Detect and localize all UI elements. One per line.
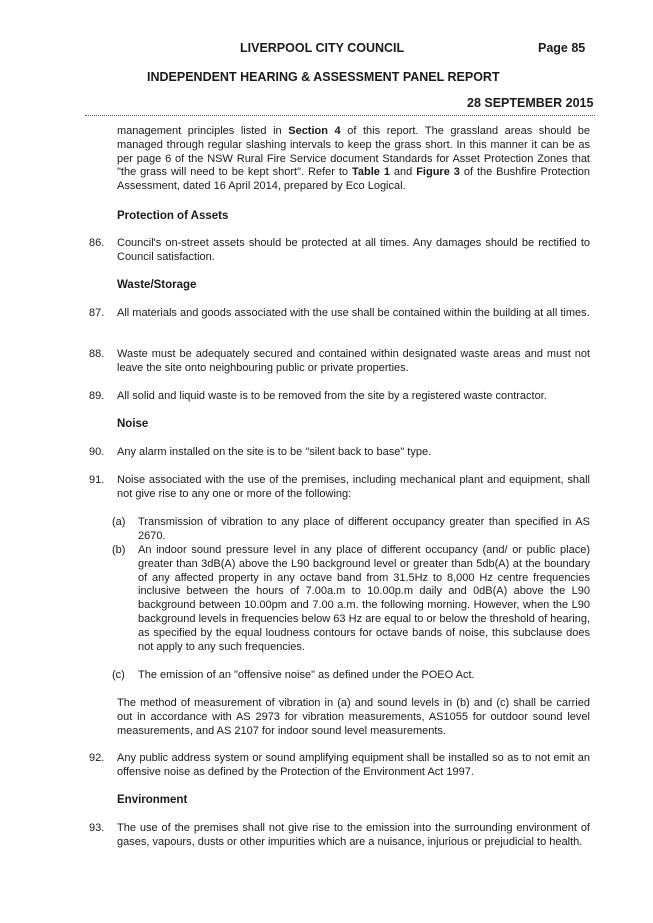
condition-number: 88. (89, 348, 105, 360)
condition-86: Council's on-street assets should be protected at all times. Any damages should be rectified to Council satisfaction. (117, 237, 590, 263)
condition-number: 86. (89, 237, 105, 249)
condition-number: 89. (89, 390, 105, 402)
condition-92: Any public address system or sound amplifying equipment shall be installed so as to not emit an offensive noise as defined by the Protection of the Environment Act 1997. (117, 752, 590, 778)
intro-paragraph (117, 125, 590, 194)
condition-91a: Transmission of vibration to any place of different occupancy greater than specified in AS 2670. (138, 516, 590, 542)
condition-91b: An indoor sound pressure level in any place of different occupancy (and/ or public place) greater than 3dB(A) above the L90 background level or greater than 5db(A) at the boundary of any affected property in any octave band from 31.5Hz to 8,000 Hz centre frequencies inclusive between the hours of 7.00a.m to 10.00p.m daily and 0dB(A) above the L90 background between 10.00pm and 7.00 a.m. the following morning. However, when the L90 background levels in frequencies below 63 Hz are equal to or below the threshold of hearing, as specified by the equal loudness contours for octave bands of noise, this subclause does not apply to any such frequencies. (138, 544, 590, 653)
condition-number: 93. (89, 822, 105, 834)
header-divider (85, 115, 595, 116)
council-name: LIVERPOOL CITY COUNCIL (240, 41, 405, 55)
report-date: 28 SEPTEMBER 2015 (467, 96, 594, 110)
condition-87: All materials and goods associated with the use shall be contained within the building at all times. (117, 307, 590, 319)
condition-90: Any alarm installed on the site is to be "silent back to base" type. (117, 446, 432, 458)
heading-environment: Environment (117, 794, 188, 806)
condition-number: 92. (89, 752, 105, 764)
intro-text: of this report. The grassland areas should be managed through regular slashing intervals to keep the grass short. In this manner it can be as per page 6 of the NSW Rural Fire Service document Standards for Asset Protection Zones that "the grass will need to be kept short". Refer to (117, 125, 591, 179)
subclause-letter: (b) (112, 544, 126, 556)
condition-number: 91. (89, 474, 105, 486)
condition-89: All solid and liquid waste is to be removed from the site by a registered waste contractor. (117, 390, 547, 402)
measurement-method-paragraph: The method of measurement of vibration in (a) and sound levels in (b) and (c) shall be carried out in accordance with AS 2973 for vibration measurements, AS1055 for outdoor sound level measurements, and AS 2107 for indoor sound level measurements. (117, 697, 590, 737)
intro-text: of the Bushfire Protection Assessment, dated 16 April 2014, prepared by Eco Logical. (117, 166, 591, 193)
condition-91c: The emission of an "offensive noise" as defined under the POEO Act. (138, 669, 475, 681)
heading-protection-of-assets: Protection of Assets (117, 210, 229, 222)
intro-bold-figure: Figure 3 (416, 166, 460, 179)
condition-88: Waste must be adequately secured and contained within designated waste areas and must not leave the site onto neighbouring public or private properties. (117, 348, 590, 374)
condition-number: 87. (89, 307, 105, 319)
page-number: Page 85 (538, 41, 586, 55)
intro-bold-table: Table 1 (351, 166, 390, 179)
condition-93: The use of the premises shall not give rise to the emission into the surrounding environment of gases, vapours, dusts or other impurities which are a nuisance, injurious or prejudicial to health. (117, 822, 590, 848)
intro-bold-section: Section 4 (288, 125, 341, 137)
heading-noise: Noise (117, 418, 149, 430)
subclause-letter: (a) (112, 516, 126, 528)
report-title: INDEPENDENT HEARING & ASSESSMENT PANEL REPORT (147, 70, 500, 84)
condition-number: 90. (89, 446, 105, 458)
heading-waste-storage: Waste/Storage (117, 279, 197, 291)
intro-text: management principles listed in (117, 125, 289, 137)
intro-text: and (389, 166, 417, 179)
subclause-letter: (c) (112, 669, 125, 681)
condition-91: Noise associated with the use of the premises, including mechanical plant and equipment, shall not give rise to any one or more of the following: (117, 474, 590, 500)
